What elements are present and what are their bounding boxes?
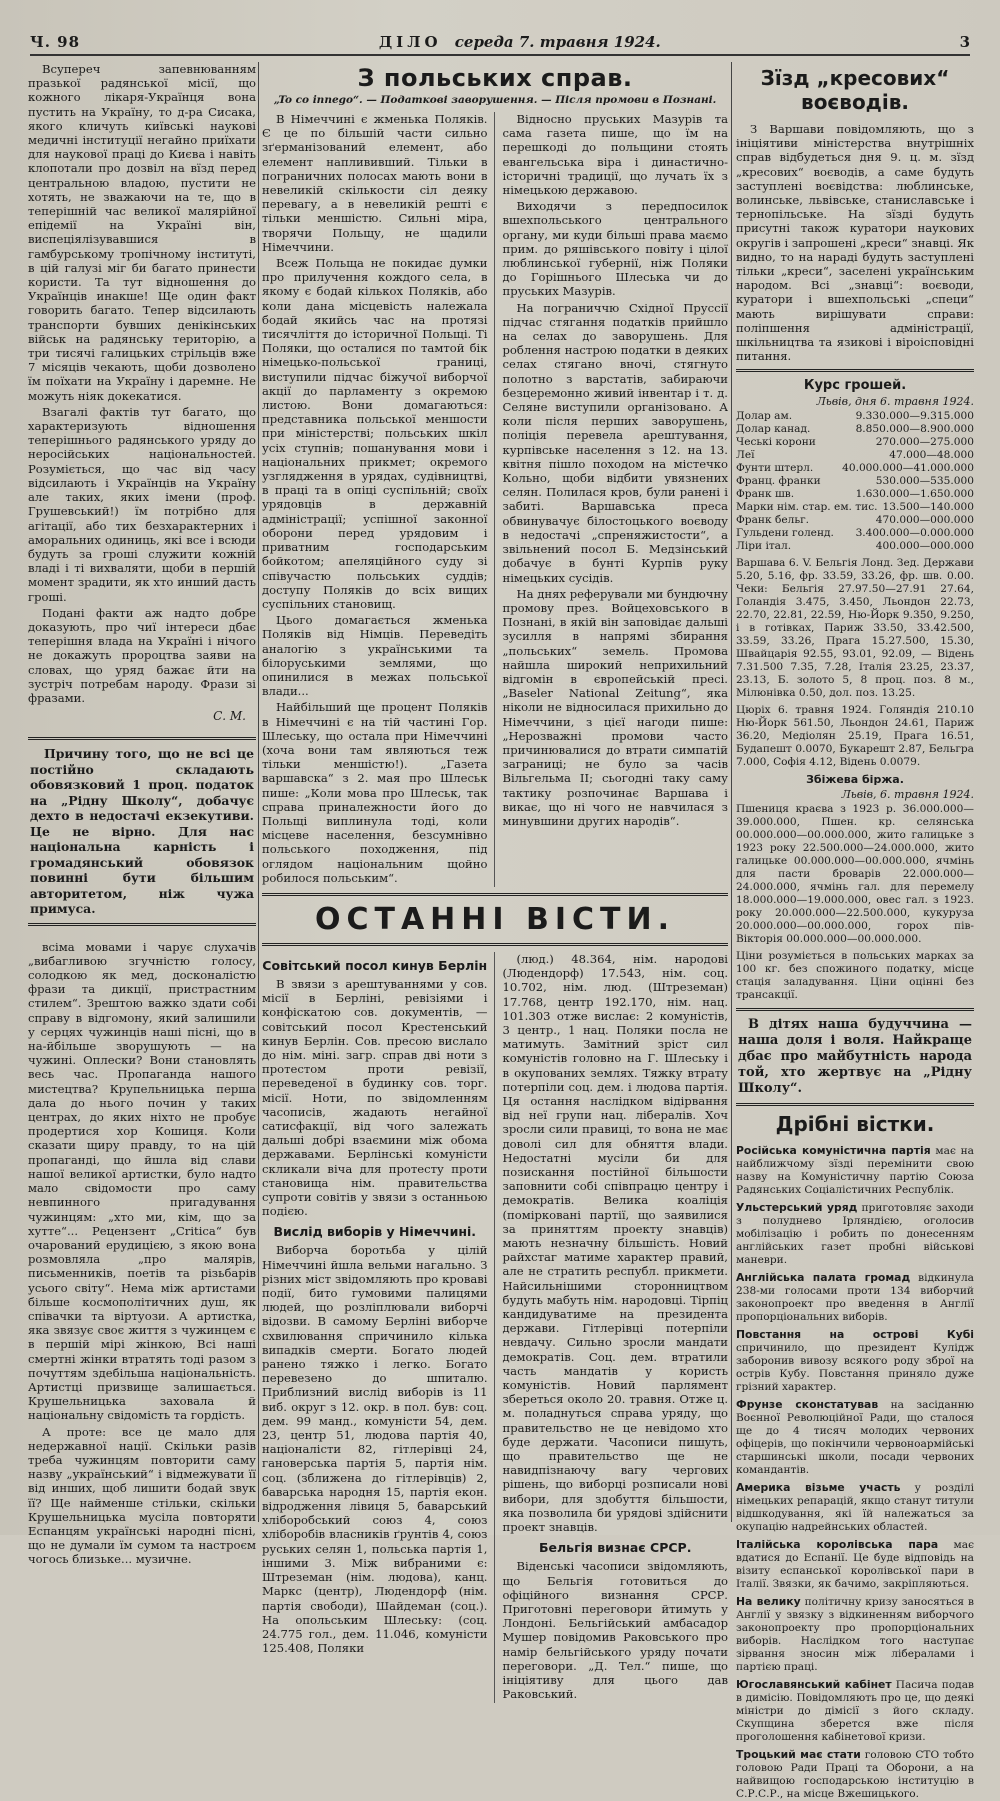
issue-date: середа 7. травня 1924.: [454, 33, 661, 51]
section-divider: [262, 893, 728, 896]
currency-rate: 400.000—000.000: [875, 540, 974, 553]
brief-news-lead: Америка візьме участь: [736, 1481, 901, 1495]
brief-news-item: [736, 1678, 974, 1744]
latest-news-left: [262, 952, 495, 1703]
appeal-text: В дітях наша будуччина — наша доля і воля. Найкраще дбає про майбутність народа той, хто жертвує на „Рідну Школу“.: [738, 1017, 972, 1097]
brief-news-text: має на найближчому зїзді перемінити свою назву на Комуністичну партію Союза Радянських Соціалістичних Республік.: [736, 1145, 974, 1197]
zurich-rates: Цюріх 6. травня 1924. Голяндія 210.10 Ню-Йорк 561.50, Льондон 24.61, Париж 36.20, Медіолян 25.19, Прага 16.51, Будапешт 0.0070, Букарешт 2.87, Бельгра 7.000, Софія 4.12, Відень 0.0079.: [736, 704, 974, 769]
masthead: [30, 30, 970, 56]
rate-row: [736, 527, 974, 540]
currency-name: Марки нім. стар. ем. тис.: [736, 501, 878, 514]
brief-news-item: [736, 1328, 974, 1394]
polish-affairs-left: [262, 112, 495, 887]
column-rule: [731, 62, 732, 1522]
currency-name: Гульдени голенд.: [736, 527, 834, 540]
brief-news-item: [736, 1398, 974, 1477]
column-left: [28, 62, 256, 1567]
article-paragraph: Взагалі фактів тут багато, що характеризують відношення теперішнього радянського уряду до неросійських національностей. Розуміється, що час від часу відсилають і Українців на Україну але таких, яких імени (проф. Грушевський!) їм потрібно для агітації, або тих безхарактерних і аморальних одиниць, які все і всюди будуть за гроші служити кожній владі і ті вихваляти, щоби в першій момент зрадити, як хто инший дасть гроші.: [28, 404, 256, 604]
brief-news-lead: Югославянський кабінет: [736, 1678, 892, 1692]
ridna-shkola-appeal: [736, 1008, 974, 1106]
brief-news-text: у розділі німецьких репарацій, якщо станут титули відшкодування, які їй належаться за окупацію надрейнських областей.: [736, 1482, 974, 1534]
currency-name: Долар ам.: [736, 410, 793, 423]
brief-news-item: [736, 1481, 974, 1534]
grain-exchange-title: Збіжева біржа.: [806, 773, 904, 787]
brief-news-lead: На велику: [736, 1595, 801, 1609]
currency-name: Долар канад.: [736, 423, 811, 436]
column-right: [736, 62, 975, 1801]
brief-news-item: [736, 1144, 974, 1197]
article-paragraph: Виборча боротьба у цілій Німеччині йшла вельми нагально. З різних міст звідомляють про кроваві події, бито гумовими палицями людей, що розліплювали виборчі відозви. В самому Берліні виборче схвилювання спричинило кілька випадків смерти. Богато людей ранено тяжко і легко. Богато перевезено до шпиталю. Приблизний вислід виборів із 11 виб. округ з 12. окр. в пол. був: соц. дем. 99 манд., комуністи 54, дем. 23, центр 51, людова партія 40, націоналісти 82, гітлерівці 24, гановерська партія 5, партія нім. соц. (зближена до гітлерівців) 2, баварська народня 15, партія екон. відродження лівиця 5, баварський хліборобський союз 4, союз хліборобів власників ґрунтів 4, союз руських селян 1, польська партія 1, іншими 3. Між вибраними є: Штреземан (нім. людова), канц. Маркс (центр), Людендорф (нім. партія свободи), Шайдеман (соц.). На опольським Шлеську: (соц. 24.775 гол., дем. 11.046, комуністи 125.408, Поляки: [262, 1243, 488, 1656]
ridna-shkola-notice: [28, 737, 256, 926]
currency-name: Ліри італ.: [736, 540, 792, 553]
currency-rate: 3.400.000—0.000.000: [855, 527, 974, 540]
masthead-title: [379, 33, 661, 51]
column-rule: [258, 62, 259, 1522]
rate-row: [736, 462, 974, 475]
rate-row: [736, 423, 974, 436]
section-divider: [736, 369, 974, 372]
brief-news-text: приготовляє заходи з полуднево Ірляндією, оголосив мобілізацію і робить по донесенням англійських газет пробні військові маневри.: [736, 1202, 974, 1267]
grain-prices: Пшениця краєва з 1923 р. 36.000.000—39.000.000, Пшен. кр. селянська 00.000.000—00.000.000, жито галицьке з 1923 року 22.500.000—24.000.000, жито галицьке 00.000.000—00.000.000, ячмінь для пасти броварів 22.000.000—24.000.000, ячмінь гал. для перемелу 18.000.000—19.000.000, овес гал. з 1923. року 20.000.000—22.500.000, кукуруза 20.000.000—00.000.000, горох пів-Вікторія 00.000.000—00.000.000.: [736, 803, 974, 946]
currency-rate: 270.000—275.000: [875, 436, 974, 449]
polish-affairs-title: З польських справ.: [357, 64, 633, 92]
article-signature: С. М.: [213, 709, 246, 724]
notice-text: Причину того, що не всі це постійно складають обовязковий 1 проц. податок на „Рідну Школу“, добачує дехто в недостачі екзекутиви. Це не вірно. Для нас національна карність і громадянський обовязок повинні бути більшим авторитетом, ніж чужа примуса.: [30, 746, 254, 917]
currency-name: Франц. франки: [736, 475, 821, 488]
article-paragraph: Цього домагається жменька Поляків від Німців. Переведіть аналогію з українськими та білоруськими землями, що опинилися в межах польської влади...: [262, 613, 488, 699]
currency-name: Фунти штерл.: [736, 462, 814, 475]
brief-news-text: спричинило, що президент Кулідж заборонив вивозу всякого роду зброї на острів Кубу. Повстання приняло дуже грізний характер.: [736, 1342, 974, 1394]
article-paragraph: А проте: все це мало для недержавної нації. Скільки разів треба чужинцям повторити саму назву „український“ і відмежувати її від инших, щоб лишити бодай звук її? Ще найменше стільки, скільки Крушельницька мусіла повторяти Еспанцям українські народні пісні, що не думали їм сумом та настроєм чогось близьке... музичне.: [28, 1424, 256, 1567]
polish-affairs-right: [503, 112, 729, 887]
article-paragraph: Найбільший ще процент Поляків в Німеччині є на тій частині Гор. Шлеську, що остала при Німеччині (хоча вони там являються теж тільки меншістю!). „Газета варшавска“ з 2. мая про Шлеськ пише: „Коли мова про Шлеськ, так справа приналежности його до Польщі виплинула тоді, коли місцеве населення, безсумнівно польського походження, під оглядом національним щойно робилося польським“.: [262, 700, 488, 885]
brief-news-list: [736, 1144, 974, 1801]
column-center: [262, 62, 728, 1702]
currency-name: Франк шв.: [736, 488, 795, 501]
currency-name: Леї: [736, 449, 755, 462]
section-divider: [262, 943, 728, 946]
brief-news-item: [736, 1595, 974, 1674]
currency-rate: 470.000—000.000: [875, 514, 974, 527]
latest-news-right: [503, 952, 729, 1703]
rate-row: [736, 501, 974, 514]
rate-row: [736, 488, 974, 501]
brief-news-text: Пасича подав в димісію. Повідомляють про це, що деякі міністри до дімісії з його складу. Скупщина зберется вже після проголошення кабінетової кризи.: [736, 1679, 974, 1744]
polish-affairs-body: [262, 112, 728, 887]
grain-note: Ціни розуміється в польських марках за 100 кг. без спожиного податку, місце стація заладування. Ціни оцінні без трансакції.: [736, 950, 974, 1002]
rate-row: [736, 475, 974, 488]
brief-news-item: [736, 1538, 974, 1591]
headline-belgium-ussr: Бельгія визнає СРСР.: [539, 1540, 692, 1556]
warsaw-rates: Варшава 6. V. Бельгія Лонд. Зед. Держави 5.20, 5.16, фр. 33.59, 33.26, фр. шв. 0.00. Чеки: Бельгія 27.97.50—27.91 27.64, Голандія 3.475, 3.450, Льондон 22.73, 22.70, 22.81, 22.59, Ню-Йорк 9.350, 9.250, і в готівках, Париж 33.50, 33.42.500, 33.59, 33.26, Прага 15.27.500, 15.30, Швайцарія 92.55, 93.01, 92.09, — Відень 7.31.500 7.35, 7.28, Італія 23.25, 23.37, 23.13, Б. золото 5, 8 проц. поз. 8 м., Мілюнівка 0.50, дол. поз. 13.25.: [736, 557, 974, 700]
kresy-congress-title: Зїзд „кресових“ воєводів.: [760, 66, 950, 114]
brief-news-text: має вдатися до Еспанії. Це буде відповідь на візиту еспанської королівської пари в Італії. Звязки, як бачимо, закріпляються.: [736, 1539, 975, 1591]
currency-rate: 47.000—48.000: [889, 449, 974, 462]
currency-name: Чеські корони: [736, 436, 816, 449]
rate-row: [736, 514, 974, 527]
brief-news-item: [736, 1201, 974, 1267]
brief-news-text: політичну кризу заносяться в Англії у звязку з відкиненням виборчого законопроекту про пропорціональних виборів. Наслідком того наступає зірвання зносин між лібералами і партією праці.: [736, 1596, 975, 1674]
brief-news-lead: Російська комуністична партія: [736, 1144, 931, 1158]
article-paragraph: На пограниччю Східної Пруссії підчас стягання податків прийшло на селах до заворушень. Для роблення настрою податки в деяких селах стягано вночі, стягнуто полотно з варстатів, забираючи безцеремонно живий інвентар і т. д. Селяне виступили організовано. А коли після перших заворушень, поліція перевела арештування, курпівське населення з 12. на 13. квітня пішло походом на містечко Кольно, щоби відбити увязнених селян. Полилася кров, були ранені і забиті. Варшавська преса обвинувачує білостоцького воєводу в недостачі „спреняжистости“, а звільнений посол Б. Медзінський добачує в бунті Курпів руку німецьких сусідів.: [502, 300, 728, 585]
article-paragraph: Віденські часописи звідомляють, що Бельгія готовиться до офіційного визнання СРСР. Приготовні переговори йтимуть у Лондоні. Бельгійський амбасадор Мушер повідомив Раковського про намір бельгійського уряду почати переговори. „Д. Тел.“ пише, що ініціятиву для цього дав Раковський.: [502, 1559, 728, 1702]
exchange-rates-table: [736, 410, 974, 553]
currency-rate: 13.500—140.000: [882, 501, 974, 514]
brief-news-title: Дрібні вістки.: [775, 1112, 935, 1137]
exchange-rates-date: Львів, дня 6. травня 1924.: [816, 395, 974, 409]
brief-news-lead: Італійська королівська пара: [736, 1538, 939, 1552]
brief-news-text: головою СТО тобто головою Ради Праці та Оборони, а на найвищою господарською інституцію в С.Р.С.Р., на місце Вжешицького.: [736, 1749, 974, 1801]
headline-german-elections: Вислід виборів у Німеччині.: [273, 1224, 477, 1240]
polish-affairs-subtitle: „To co innego“. — Податкові заворушення. — Після промови в Познані.: [273, 94, 717, 106]
rate-row: [736, 540, 974, 553]
article-paragraph: Подані факти аж надто добре доказують, про чиї інтереси дбає теперішня влада на Україні і нічого не докажуть пророцтва заяви на словах, що уряд бажає йти на зустріч потребам народу. Фрази зі фразами.: [28, 605, 256, 705]
currency-rate: 8.850.000—8.900.000: [855, 423, 974, 436]
rate-row: [736, 410, 974, 423]
brief-news-lead: Фрунзе сконстатував: [736, 1398, 879, 1412]
brief-news-item: [736, 1748, 974, 1801]
brief-news-item: [736, 1271, 974, 1324]
brief-news-lead: Англійська палата громад: [736, 1271, 911, 1285]
latest-news-title: ОСТАННІ ВІСТИ.: [314, 901, 676, 937]
article-paragraph: З Варшави повідомляють, що з ініціятиви міністерства внутрішніх справ відбудеться дня 9. ц. м. зїзд „кресових“ воєводів, а саме будуть заступлені воєвідства: люблинське, волинське, львівське, станиславське і тернопільське. На зїзді будуть присутні також куратори наукових округів і запрошені „креси“ знавці. Як видно, то на нараді будуть заступлені тільки „креси“, заселені українським народом. Всі „знавці“: воєводи, куратори і вшехпольські „специ“ мають вирішувати справи: поліпшення адміністрації, шкільництва та язикові і віроісповідні питання.: [736, 122, 974, 364]
currency-rate: 40.000.000—41.000.000: [842, 462, 974, 475]
article-paragraph: всіма мовами і чарує слухачів „вибагливою згучністю голосу, солодкою як мед, досконалістю фрази та дикції, пристрастним стилем“. Зрештою важко здати собі справу в відгомону, який залишили у серцях чужинців наші пісні, що в на-йбільше зворушують — на чужині. Оплески? Вони становлять весь час. Пропаганда нашого мистецтва? Крупельницька перша дала до нього почин у таких центрах, до яких ніхто не пробує продертися хор Кошиця. Коли сказати щиру правду, то на цій пропаганді, що йшла від слави нашої великої артистки, було надто мало свідомости про саму невпинного пригадування чужинцям: „хто ми, кім, що за хутте“... Рецензент „Critica“ був очарований ерудицією, з якою вона розмовляла „про малярів, письменників, поетів та різьбарів усього світу“. Нема між артистами більше космополітичних душ, як співачки та віртуози. А артистка, яка звязує своє життя з чужинцем є в першій мірі жінкою, Всі наші смертні жінки втратять тоді разом з почуттям здебільша національність. Артистці призвище залишається. Крушельницька заховала й національну свідомість та гордість.: [28, 939, 256, 1423]
article-paragraph: (люд.) 48.364, нім. народові (Людендорф) 17.543, нім. соц. 10.702, нім. люд. (Штреземан) 17.768, центр 192.170, нім. нац. 101.303 отже вислає: 2 комуністів, 3 центр., 1 нац. Поляки посла не матимуть. Замітний зріст сил комуністів головно на Г. Шлеську і в окупованих землях. Тяжку втрату потерпіли соц. дем. і людова партія. Ця остання наслідком відірвання від неї групи нац. лібералів. Хоч зросли сили правиці, то вона не має доволі сил для обняття влади. Недостатні мусіли би для позискання постійної більшости заповнити собі співпрацю центру і демократів. Велика коаліція (помірковані партії, що заявилися за приняттям проекту знавців) мають незначну більшість. Новий райхстаг матиме характер правий, але не стратить республ. прикмети. Найсильнішими сторонництвом будуть мабуть нім. народовці. Тірпіц кандидуватиме на президента держави. Гітлерівці потерпіли невдачу. Сильно зросли мандати демократів. Соц. дем. втратили часть мандатів у користь комуністів. Новий парлямент збереться около 20. травня. Отже ц. м. поладнуться справа уряду, що правительство не це невідомо хто буде держати. Часописи пишуть, що правительство ще не навидпізнаючу вагу чергових рішень, що виборці розписали нові вибори, для здобуття більшости, яка позволила би урядові здійснити проект знавців.: [502, 951, 728, 1535]
brief-news-lead: Ульстерський уряд: [736, 1201, 858, 1215]
issue-number: Ч. 98: [30, 33, 81, 51]
brief-news-text: відкинула 238-ми голосами проти 134 виборчий законопроект про введення в Англії пропорціональних виборів.: [736, 1272, 974, 1324]
article-paragraph: В Німеччині є жменька Поляків. Є це по більшій части сильно зґерманізований елемент, або елемент наплививший. Тільки в пограничних полосах мають вони в невеликій скількости сіл деяку перевагу, а в невеликій решті є тільки меншістю. Сильні міра, творячи Польщу, не щадили Німеччини.: [262, 112, 488, 254]
headline-soviet-envoy: Совітський посол кинув Берлін: [262, 957, 488, 973]
newspaper-name: ДІЛО: [378, 33, 442, 51]
currency-rate: 530.000—535.000: [875, 475, 974, 488]
brief-news-text: на засіданню Воєнної Революційної Ради, що сталося ще до 4 тисяч молодих червоних офіцерів, що покінчили червоноармійські старшинські школи, посади червоних командантів.: [736, 1399, 974, 1477]
currency-rate: 1.630.000—1.650.000: [855, 488, 974, 501]
article-paragraph: Виходячи з передпосилок вшехпольського центрального органу, ми куди більші права маємо прим. до ряшівського повіту і цілої люблинської губернії, ніж Поляки до Горішнього Шлеська чи до пруських Мазурів.: [502, 199, 728, 299]
brief-news-lead: Повстання на острові Кубі: [736, 1328, 974, 1342]
article-paragraph: Всеж Польща не покидає думки про прилучення кождого села, в якому є бодай кількох Поляків, або коли дана місцевість належала бодай якийсь час на протязі тисячліття до історичної Польщі. Ті Поляки, що осталися по тамтой бік німецько-польської границі, виступили підчас біжучої виборчої акції до парламенту з окремою листою. Вони домагаються: представника польської меншости при міністерстві; польських шкіл усіх ступнів; пошанування мови і національних прикмет; окремого узглядження в урядах, судівництві, в праці та в опіці суспільній; своїх урядовців в державній адміністрації; успішної законної оборони перед урядовим і приватним господарським бойкотом; апеляційного суду зі співучастю польських суддів; доступу Поляків до всіх вищих суспільних становищ.: [262, 256, 488, 611]
article-paragraph: Відносно пруських Мазурів та сама газета пише, що їм на перешкоді до польщини стоять евангельська віра і династично-історичні традиції, що лучать їх з німецькою державою.: [502, 112, 728, 198]
page-number: 3: [959, 33, 970, 51]
grain-exchange-date: Львів, 6. травня 1924.: [841, 788, 974, 802]
article-paragraph: В звязи з арештуваннями у сов. місії в Берліні, ревізіями і конфіскатою сов. документів, — совітський посол Крестенський кинув Берлін. Сов. пресою вислало до нім. міні. загр. справ дві ноти з протестом проти ревізії, переведеної в будинку сов. торг. місії. Ноти, по звідомленням часописів, жадають негайної сатисфакції, від чого залежать дальші добрі взаємини між обома державами. Берлінські комуністи скликали віча для протесту проти становища нім. правительства супроти совітів у звязи з останньою подією.: [262, 976, 488, 1219]
rate-row: [736, 449, 974, 462]
rate-row: [736, 436, 974, 449]
brief-news-lead: Троцький має стати: [736, 1748, 861, 1762]
exchange-rates-title: Курс грошей.: [803, 378, 907, 394]
article-paragraph: На днях реферували ми бундючну промову през. Войцеховського в Познані, в якій він заповідає дальші зусилля в напрямі збирання „польських“ земель. Промова найшла широкий неприхильний відгомін в європейській пресі. „Baseler National Zeitung“, яка ніколи не відносилася прихильно до Німеччини, з цієї нагоди пише: „Нерозважні промови часто причинювалися до втрати симпатій заграниці; не було за часів Вільгельма II; сьогодні таку саму тактику розпочинає Варшава і викає, що ні чого не навчилася з минувшини других народів“.: [502, 586, 728, 828]
latest-news-body: [262, 952, 728, 1703]
article-paragraph: Всупереч запевнюванням празької радянської місії, що кожного лікаря-Українця вона пустить на Україну, то д-ра Сисака, якого кличуть київські наукові медичні інституції негайно приїхати для наукової праці до Києва і навіть клопотали про дозвіл на вїзд перед центральною владою, пустити не хотять, не зважаючи на те, що в теперішній час великої малярійної епідемії на Україні він, виспеціялізувавшися в гамбурському тропічному інституті, в цій галузі міг би багато принести користи. Та тут відношення до Українців инакше! Ще один факт говорить багато. Тепер відсилають транспорти бувших денікінських військ на радянську територію, а три тисячі галицьких стрільців вже 7 місяців чекають, щоби дозволено їм поїхати на Україну і даремне. Не можуть ніяк докекатися.: [28, 62, 256, 403]
currency-name: Франк бельг.: [736, 514, 810, 527]
currency-rate: 9.330.000—9.315.000: [855, 410, 974, 423]
